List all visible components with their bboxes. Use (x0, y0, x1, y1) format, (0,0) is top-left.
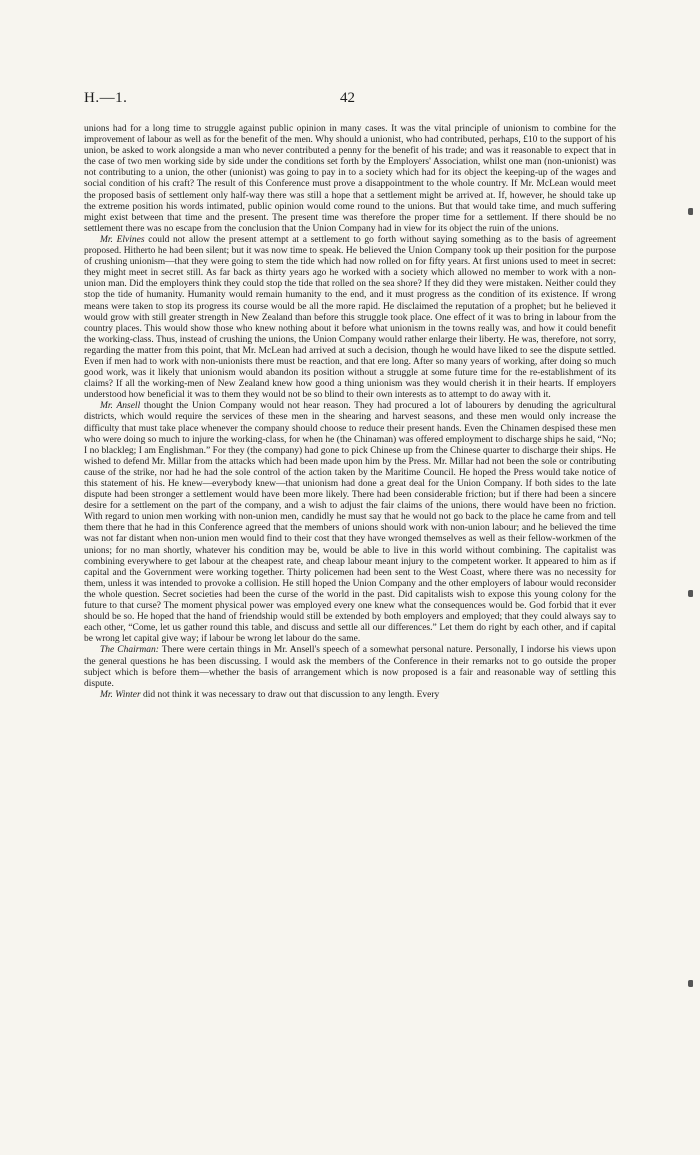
speaker-name: Mr. Winter (100, 689, 141, 700)
page-header (84, 90, 624, 112)
body-text (84, 124, 616, 701)
paragraph-text: did not think it was necessary to draw out that discussion to any length. Every (140, 689, 440, 700)
speaker-name: Mr. Elvines (100, 234, 145, 245)
paragraph-text: could not allow the present attempt at a settlement to go forth without saying something as to the basis of agreement proposed. Hitherto he had been silent; but it was now time to speak. He believed the Union Company took up their position for the purpose of crushing unionism—that they were going to stem the tide which had now rolled on for fifty years. At first unions used to meet in secret: they might meet in secret still. As far back as thirty years ago he worked with a society which allowed no member to work with a non-union man. Did the employers think they could stop the tide that rolled on the sea shore? If they did they were mistaken. Neither could they stop the tide of humanity. Humanity would remain humanity to the end, and it must progress as the condition of its existence. If wrong means were taken to stop its progress its course would be all the more rapid. He disclaimed the reputation of a prophet; but he believed it would grow with still greater strength in New Zealand than before this struggle took place. One effect of it was to bring in labour from the country places. This would show those who knew nothing about it before what unionism in the towns really was, and how it could benefit the working-class. Thus, instead of crushing the unions, the Union Company would rather enlarge their liberty. He was, therefore, not sorry, regarding the matter from this point, that Mr. McLean had arrived at such a decision, though he would have liked to see the dispute settled. Even if men had to work with non-unionists there must be reaction, and that ere long. After so many years of working, after doing so much good work, was it likely that unionism would abandon its position without a struggle at some future time for the re-establishment of its claims? If all the working-men of New Zealand knew how good a thing unionism was they would cherish it in their hearts. If employers understood how beneficial it was to them they would not be so blind to their own interests as to attempt to do away with it. (84, 234, 616, 401)
binding-hole-mark (688, 208, 693, 215)
binding-hole-mark (688, 980, 693, 987)
binding-hole-mark (688, 590, 693, 597)
paragraph (84, 401, 616, 645)
paragraph (84, 645, 616, 689)
speaker-name: The Chairman: (100, 645, 159, 656)
paragraph (84, 124, 616, 235)
paragraph-text: There were certain things in Mr. Ansell's speech of a somewhat personal nature. Personally, I indorse his views upon the general questions he has been discussing. I would ask the members of the Conference in their remarks not to go outside the proper subject which is before them—whether the basis of arrangement which is now proposed is a fair and reasonable way of settling this dispute. (84, 645, 616, 689)
document-reference: H.—1. (84, 90, 128, 106)
page-number: 42 (340, 90, 355, 106)
paragraph-text: unions had for a long time to struggle against public opinion in many cases. It was the vital principle of unionism to combine for the improvement of labour as well as for the benefit of the men. Why should a unionist, who had contributed, perhaps, £10 to the support of his union, be asked to work alongside a man who never contributed a penny for the benefit of his trade; and was it reasonable to expect that in the case of two men working side by side under the conditions set forth by the Employers' Association, whilst one man (non-unionist) was not contributing to a union, the other (unionist) was going to pay in to a society which had for its object the keeping-up of the wages and social condition of his craft? The result of this Conference must prove a disappointment to the whole country. If Mr. McLean would meet the proposed basis of settlement only half-way there was still a hope that a settlement might be arrived at. If, however, he should take up the extreme position his words intimated, public opinion would come round to the unions. But that would take time, and much suffering might exist between that time and the present. The present time was therefore the proper time for a settlement. If there should be no settlement there was no escape from the conclusion that the Union Company had in view for its object the ruin of the unions. (84, 124, 616, 234)
paragraph (84, 690, 616, 701)
speaker-name: Mr. Ansell (100, 401, 141, 412)
paragraph-text: thought the Union Company would not hear reason. They had procured a lot of labourers by denuding the agricultural districts, which would require the services of these men in the shearing and harvest seasons, and these men would only increase the difficulty that must take place whenever the company should choose to reduce their present hands. Even the Chinamen despised these men who were doing so much to injure the working-class, for when he (the Chinaman) was offered employment to discharge ships he said, “No; I no blackleg; I am Englishman.” For they (the company) had gone to pick Chinese up from the Chinese quarter to discharge their ships. He wished to defend Mr. Millar from the attacks which had been made upon him by the Press. Mr. Millar had not been the sole or contributing cause of the strike, nor had he had the sole control of the action taken by the Maritime Council. He hoped the Press would take notice of this statement of his. He knew—everybody knew—that unionism had done a great deal for the Union Company. If both sides to the late dispute had been stronger a settlement would have been more likely. There had been considerable friction; but if there had been a sincere desire for a settlement on the part of the company, and a wish to adjust the fair claims of the unions, there would have been no friction. With regard to union men working with non-union men, candidly he must say that he would not go back to the place he came from and tell them there that he had in this Conference agreed that the members of unions should work with non-union labour; and he believed the time was not far distant when non-union men would find to their cost that they have wronged themselves as well as their fellow-workmen of the unions; for no man shortly, whatever his condition may be, would be able to live in this world without combining. The capitalist was combining everywhere to get labour at the cheapest rate, and cheap labour meant injury to the competent worker. It appeared to him as if capital and the Government were working together. Thirty policemen had been sent to the West Coast, where there was no necessity for them, unless it was intended to provoke a collision. He still hoped the Union Company and the other employers of labour would reconsider the whole question. Secret societies had been the curse of the world in the past. Did capitalists wish to expose this young colony for the future to that curse? The moment physical power was employed every one knew what the consequences would be. God forbid that it ever should be so. He hoped that the hand of friendship would still be extended by both employers and employed; that they could always say to each other, “Come, let us gather round this table, and discuss and settle all our differences.” Let them do right by each other, and if capital be wrong let capital give way; if labour be wrong let labour do the same. (84, 401, 616, 645)
paragraph (84, 235, 616, 401)
